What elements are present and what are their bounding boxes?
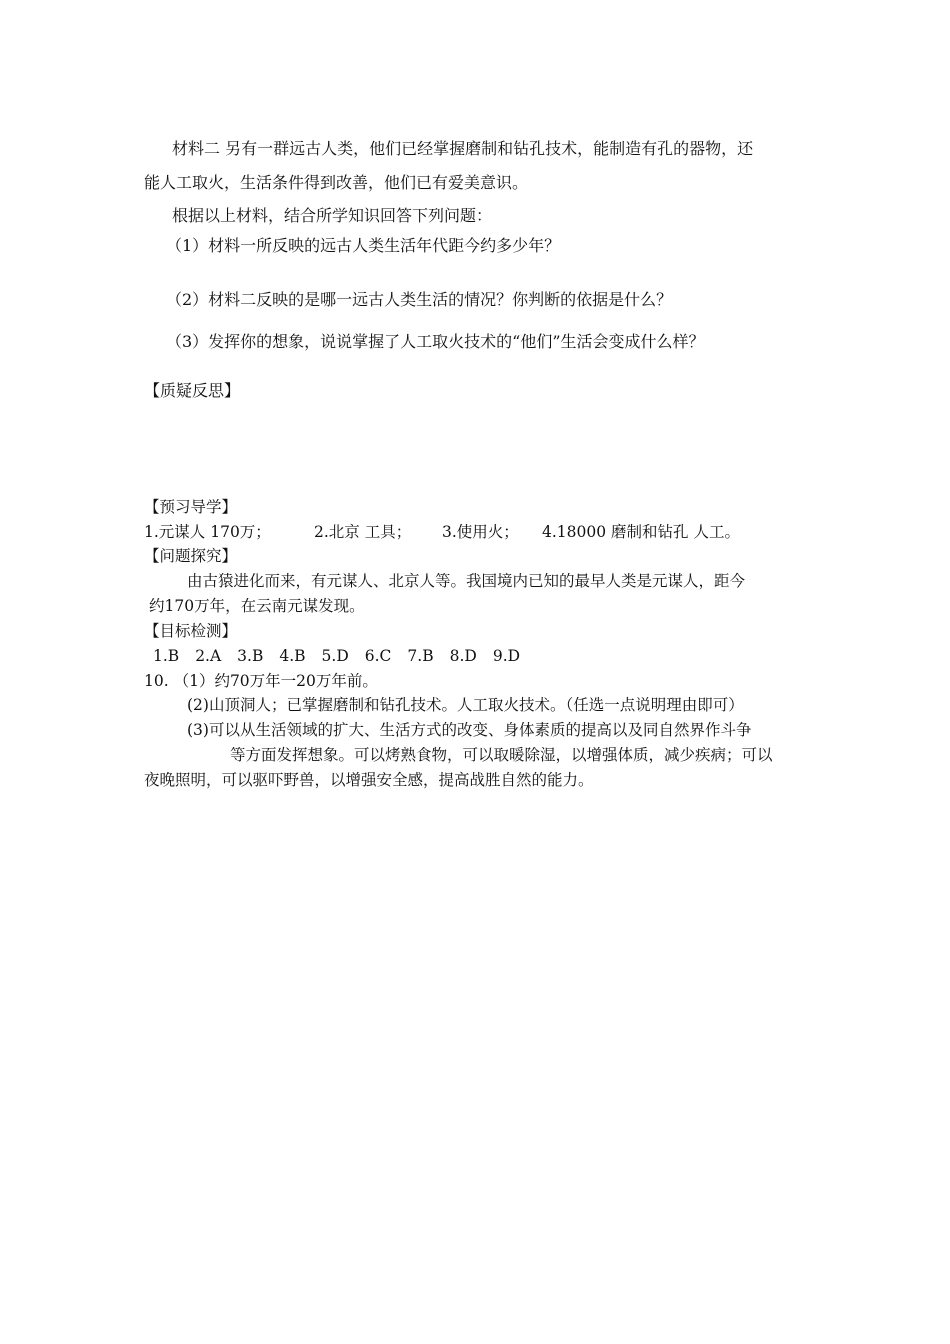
mc-answer: 6.C bbox=[364, 647, 392, 665]
preview-answer-4: 4.18000 磨制和钻孔 人工。 bbox=[542, 523, 740, 541]
question-2: （2）材料二反映的是哪一远古人类生活的情况？你判断的依据是什么？ bbox=[166, 290, 673, 309]
preview-answers bbox=[144, 521, 804, 543]
material-two-line-1: 材料二 另有一群远古人类，他们已经掌握磨制和钻孔技术，能制造有孔的器物，还 bbox=[172, 139, 754, 158]
mc-answer: 7.B bbox=[407, 647, 434, 665]
mc-answer: 1.B bbox=[153, 647, 180, 665]
instruction-text: 根据以上材料，结合所学知识回答下列问题： bbox=[172, 206, 493, 225]
test-heading: 【目标检测】 bbox=[144, 622, 238, 640]
mc-answer: 4.B bbox=[279, 647, 306, 665]
mc-answer: 3.B bbox=[237, 647, 264, 665]
mc-answer: 8.D bbox=[449, 647, 477, 665]
mc-answer: 9.D bbox=[492, 647, 521, 665]
mc-answer: 2.A bbox=[195, 647, 222, 665]
q10-answer-line-5: 夜晚照明，可以驱吓野兽，以增强安全感，提高战胜自然的能力。 bbox=[144, 771, 594, 789]
q10-answer-line-3: (3)可以从生活领域的扩大、生活方式的改变、身体素质的提高以及同自然界作斗争 bbox=[187, 721, 752, 739]
preview-answer-2: 2.北京 工具； bbox=[314, 523, 412, 541]
explore-line-1: 由古猿进化而来，有元谋人、北京人等。我国境内已知的最早人类是元谋人，距今 bbox=[187, 572, 746, 590]
explore-line-2: 约170万年，在云南元谋发现。 bbox=[149, 597, 365, 615]
preview-answer-3: 3.使用火； bbox=[442, 523, 519, 541]
q10-answer-line-4: 等方面发挥想象。可以烤熟食物，可以取暖除湿，以增强体质，减少疾病；可以 bbox=[230, 746, 773, 764]
preview-heading: 【预习导学】 bbox=[144, 498, 238, 516]
question-3: （3）发挥你的想象，说说掌握了人工取火技术的“他们”生活会变成什么样？ bbox=[166, 332, 705, 351]
question-1: （1）材料一所反映的远古人类生活年代距今约多少年？ bbox=[166, 236, 561, 255]
material-two-line-2: 能人工取火，生活条件得到改善，他们已有爱美意识。 bbox=[144, 173, 529, 192]
explore-heading: 【问题探究】 bbox=[144, 547, 238, 565]
preview-answer-1: 1.元谋人 170万； bbox=[144, 523, 271, 541]
q10-answer-line-2: (2)山顶洞人；已掌握磨制和钻孔技术。人工取火技术。（任选一点说明理由即可） bbox=[187, 696, 744, 714]
multiple-choice-answers bbox=[153, 645, 536, 667]
reflection-heading: 【质疑反思】 bbox=[144, 381, 241, 400]
q10-answer-line-1: 10. （1）约70万年一20万年前。 bbox=[144, 672, 378, 690]
mc-answer: 5.D bbox=[321, 647, 349, 665]
